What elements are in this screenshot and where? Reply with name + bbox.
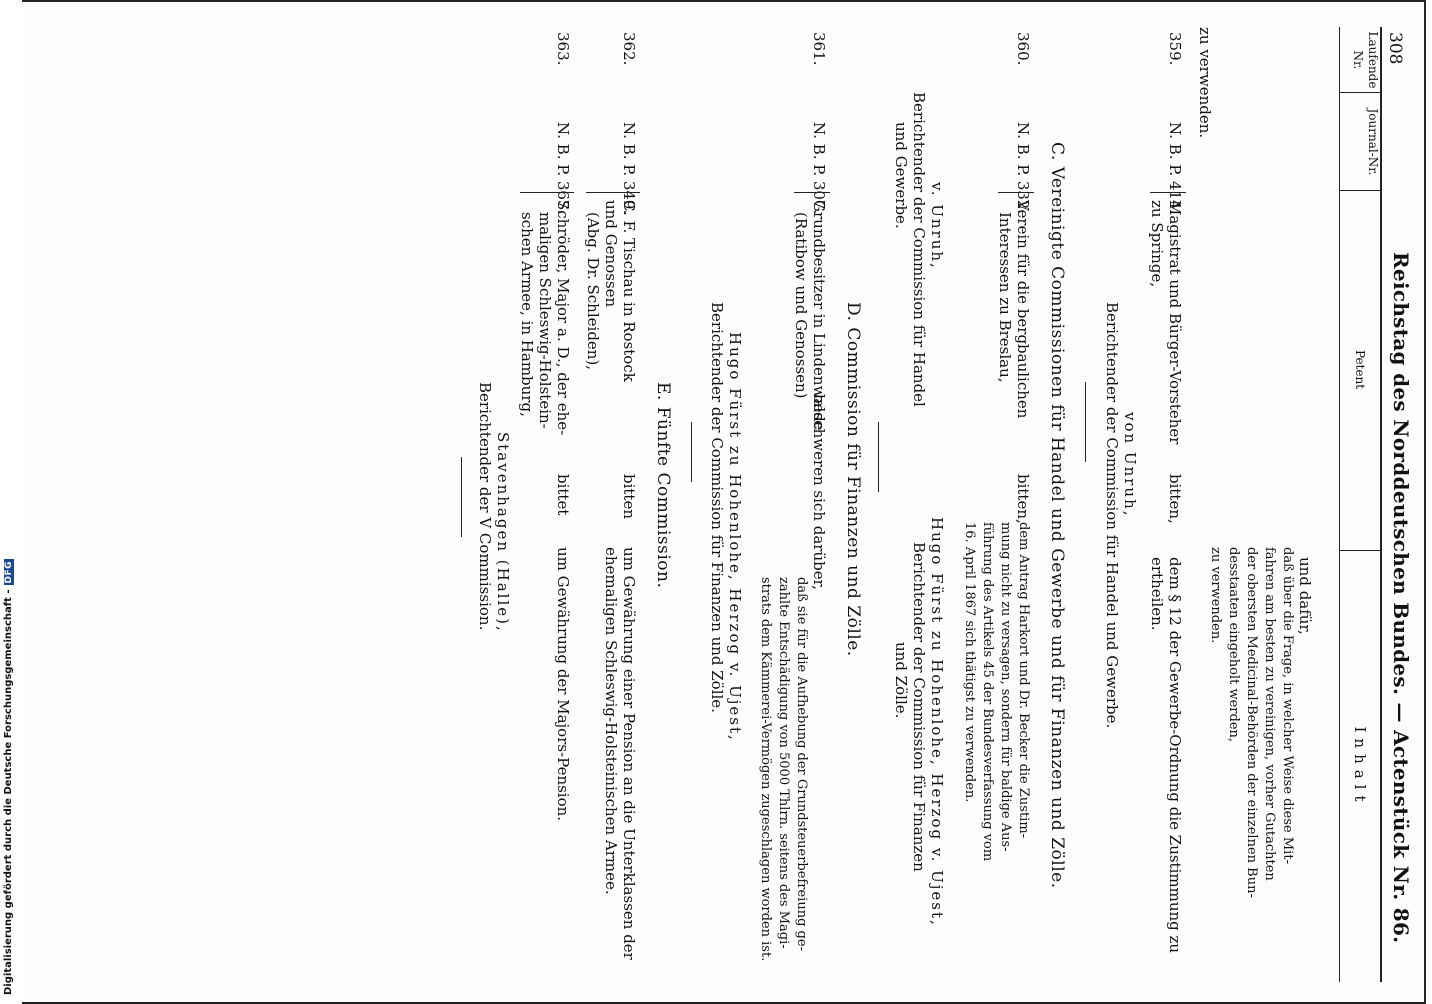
section-d-inhalt-2: zahlte Entschädigung von 5000 Thlrn. seitens des Magi-	[776, 577, 791, 949]
section-d-inhalt-0: beschweren sich darüber,	[810, 394, 828, 590]
entry-359-journal: N. B. P. 414.	[1166, 122, 1184, 215]
signature-d-name: Hugo Fürst zu Hohenlohe, Herzog v. Ujest,	[726, 332, 744, 742]
divider-2	[878, 422, 879, 492]
signature-c-left-name: v. Unruh,	[928, 182, 946, 270]
header-rule-top	[1380, 27, 1382, 982]
section-d-petent-1: (Ratibow und Genossen)	[792, 212, 810, 399]
entry-362-bracket	[586, 192, 640, 193]
section-c-petent-0: Verein für die bergbaulichen	[1014, 200, 1032, 419]
signature-c-right-role-2: und Zölle.	[892, 642, 910, 719]
entry-359-inhalt-5: zu verwenden.	[1208, 547, 1223, 644]
divider-1	[1085, 382, 1086, 462]
entry-362-petent-2: (Abg. Dr. Schleiden),	[584, 212, 602, 371]
section-c-lfd: 360.	[1014, 32, 1032, 66]
entry-363-inhalt-0: um Gewährung der Majors-Pension.	[554, 547, 572, 822]
signature-c-left-role-2: und Gewerbe.	[892, 122, 910, 229]
divider-4	[461, 457, 462, 537]
header-rule-bottom	[1339, 27, 1340, 982]
entry-362-lfd: 362.	[620, 32, 638, 66]
entry-363-petent-1: maligen Schleswig-Holstein-	[536, 212, 554, 429]
divider-3	[691, 422, 692, 482]
section-c-inhalt-2: führung des Artikels 45 der Bundesverfassung vom	[980, 522, 995, 862]
col-header-inhalt: Inhalt	[1351, 726, 1369, 808]
section-d-heading: D. Commission für Finanzen und Zölle.	[843, 302, 863, 657]
section-d-bracket	[794, 192, 830, 193]
entry-359-petent-0: Magistrat und Bürger-Vorsteher	[1166, 200, 1184, 445]
col-divider-2	[1340, 190, 1382, 191]
section-d-journal: N. B. P. 307.	[810, 122, 828, 215]
section-c-inhalt-3: 16. April 1867 sich thätigst zu verwenden.	[962, 522, 977, 803]
section-c-bracket	[998, 192, 1034, 193]
entry-363-petent-0: Schröder, Major a. D., der ehe-	[554, 200, 572, 436]
section-c-inhalt-1: mung nicht zu versagen, sondern für baldige Aus-	[998, 522, 1013, 852]
entry-359-inhalt-2: fahren am besten zu vereinigen, vorher Gutachten	[1262, 547, 1277, 881]
entry-362-journal: N. B. P. 349.	[620, 122, 638, 215]
section-c-petent-1: Interessen zu Breslau,	[996, 212, 1014, 383]
section-c-action: bitten,	[1014, 474, 1032, 524]
signature-e-name: Stavenhagen (Halle),	[494, 432, 512, 633]
dfg-credit	[3, 559, 14, 995]
section-d-petent-0: Grundbesitzer in Lindenwalde	[810, 200, 828, 431]
entry-363-bracket	[520, 192, 574, 193]
signature-1-role: Berichtender der Commission für Handel und Gewerbe.	[1103, 302, 1121, 729]
section-d-inhalt-1: daß sie für die Aufhebung der Grundsteuerbefreiung ge-	[794, 577, 809, 951]
col-header-journal-nr: Journal-Nr.	[1366, 108, 1380, 176]
entry-362-petent-0: C. F. Tischau in Rostock	[620, 200, 638, 382]
col-divider-1	[1340, 92, 1382, 93]
section-c-inhalt-0: dem Antrag Harkort und Dr. Becker die Zustim-	[1016, 522, 1031, 839]
dfg-credit-text: Digitalisierung gefördert durch die Deutsche Forschungsgemeinschaft -	[3, 589, 14, 995]
section-c-journal: N. B. P. 332.	[1014, 122, 1032, 215]
entry-359-inhalt-4: desstaaten eingeholt werden,	[1226, 547, 1241, 743]
entry-359-inhalt-b0: dem § 12 der Gewerbe-Ordnung die Zustimmung zu	[1166, 557, 1184, 954]
entry-359-petent-1: zu Springe,	[1148, 200, 1166, 288]
entry-363-journal: N. B. P. 367.	[554, 122, 572, 215]
col-header-petent: Petent	[1353, 349, 1367, 390]
col-header-laufende-nr: Laufende Nr.	[1351, 31, 1380, 89]
entry-362-action: bitten	[620, 474, 638, 519]
section-d-inhalt-3: strats dem Kämmerei-Vermögen zugeschlagen worden ist.	[758, 577, 773, 962]
entry-363-action: bittet	[554, 474, 572, 516]
page-number: 308	[1385, 32, 1405, 65]
entry-359-action: bitten,	[1166, 474, 1184, 524]
entry-359-inhalt-1: daß über die Frage, in welcher Weise diese Mit-	[1280, 547, 1295, 864]
col-divider-3	[1340, 550, 1382, 551]
page-content-rotated	[22, 2, 1424, 1002]
signature-c-left-role-1: Berichtender der Commission für Handel	[910, 92, 928, 407]
entry-363-petent-2: schen Armee, in Hamburg,	[518, 212, 536, 417]
entry-359-lfd: 359.	[1166, 32, 1184, 66]
entry-359-inhalt-b1: ertheilen.	[1148, 557, 1166, 631]
section-e-heading: E. Fünfte Commission.	[653, 382, 673, 589]
page-title: Reichstag des Norddeutschen Bundes. — Actenstück Nr. 86.	[1389, 252, 1413, 944]
signature-d-role: Berichtender der Commission für Finanzen und Zölle.	[708, 302, 726, 713]
entry-363-lfd: 363.	[554, 32, 572, 66]
dfg-logo-icon: DFG	[4, 560, 14, 584]
scan-margin	[0, 0, 22, 1000]
signature-1-name: von Unruh,	[1121, 412, 1139, 518]
entry-359-bracket	[1150, 192, 1186, 193]
entry-362-petent-1: und Genossen	[602, 200, 620, 308]
scanned-page	[22, 0, 1426, 1004]
signature-e-role: Berichtender der V Commission.	[476, 382, 494, 631]
entry-362-inhalt-1: ehemaligen Schleswig-Holsteinischen Armee.	[602, 547, 620, 895]
entry-359-inhalt-0: und dafür,	[1296, 557, 1314, 635]
entry-359-inhalt-3: der obersten Medicinal-Behörden der einzelnen Bun-	[1244, 547, 1259, 898]
signature-c-right-role-1: Berichtender der Commission für Finanzen	[910, 542, 928, 872]
section-d-lfd: 361.	[810, 32, 828, 66]
entry-359-fragment: zu verwenden.	[1196, 27, 1214, 139]
section-c-heading: C. Vereinigte Commissionen für Handel und Gewerbe und für Finanzen und Zölle.	[1047, 142, 1067, 889]
entry-362-inhalt-0: um Gewährung einer Pension an die Unterklassen der	[620, 547, 638, 960]
signature-c-right-name: Hugo Fürst zu Hohenlohe, Herzog v. Ujest,	[928, 517, 946, 927]
